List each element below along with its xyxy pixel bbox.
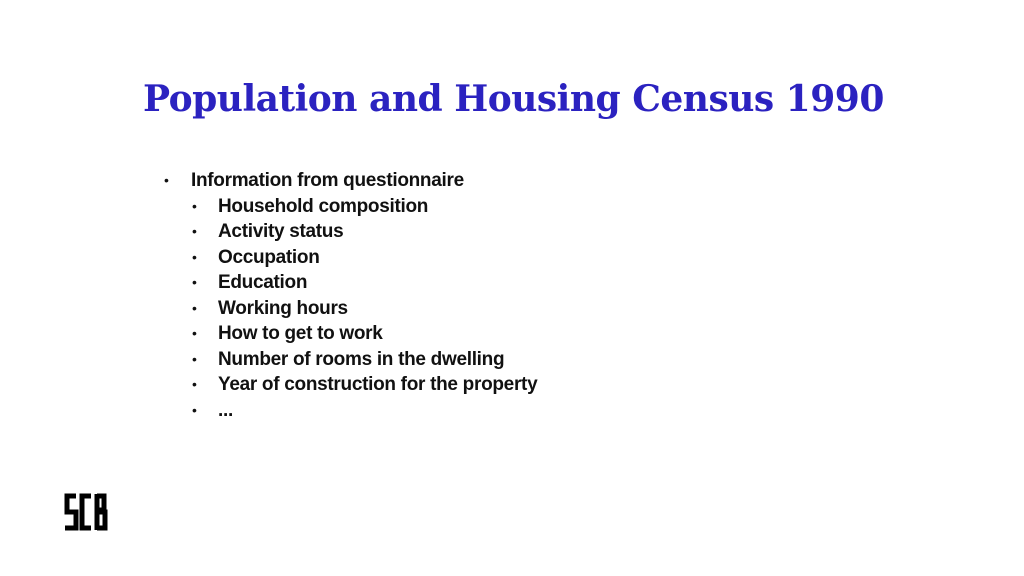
scb-logo-mark xyxy=(62,488,110,536)
bullet-item-working-hours: • Working hours xyxy=(164,296,537,322)
bullet-list xyxy=(164,168,537,423)
bullet-item-education: • Education xyxy=(164,270,537,296)
bullet-item-household-composition: • Household composition xyxy=(164,194,537,220)
bullet-item-occupation: • Occupation xyxy=(164,245,537,271)
bullet-item-main: • Information from questionnaire xyxy=(164,168,537,194)
bullet-item-how-to-get-to-work: • How to get to work xyxy=(164,321,537,347)
bullet-item-year-of-construction: • Year of construction for the property xyxy=(164,372,537,398)
scb-logo xyxy=(62,488,110,536)
bullet-item-number-of-rooms: • Number of rooms in the dwelling xyxy=(164,347,537,373)
bullet-item-activity-status: • Activity status xyxy=(164,219,537,245)
slide-title: Population and Housing Census 1990 xyxy=(143,78,884,120)
bullet-item-ellipsis: • ... xyxy=(164,398,537,424)
